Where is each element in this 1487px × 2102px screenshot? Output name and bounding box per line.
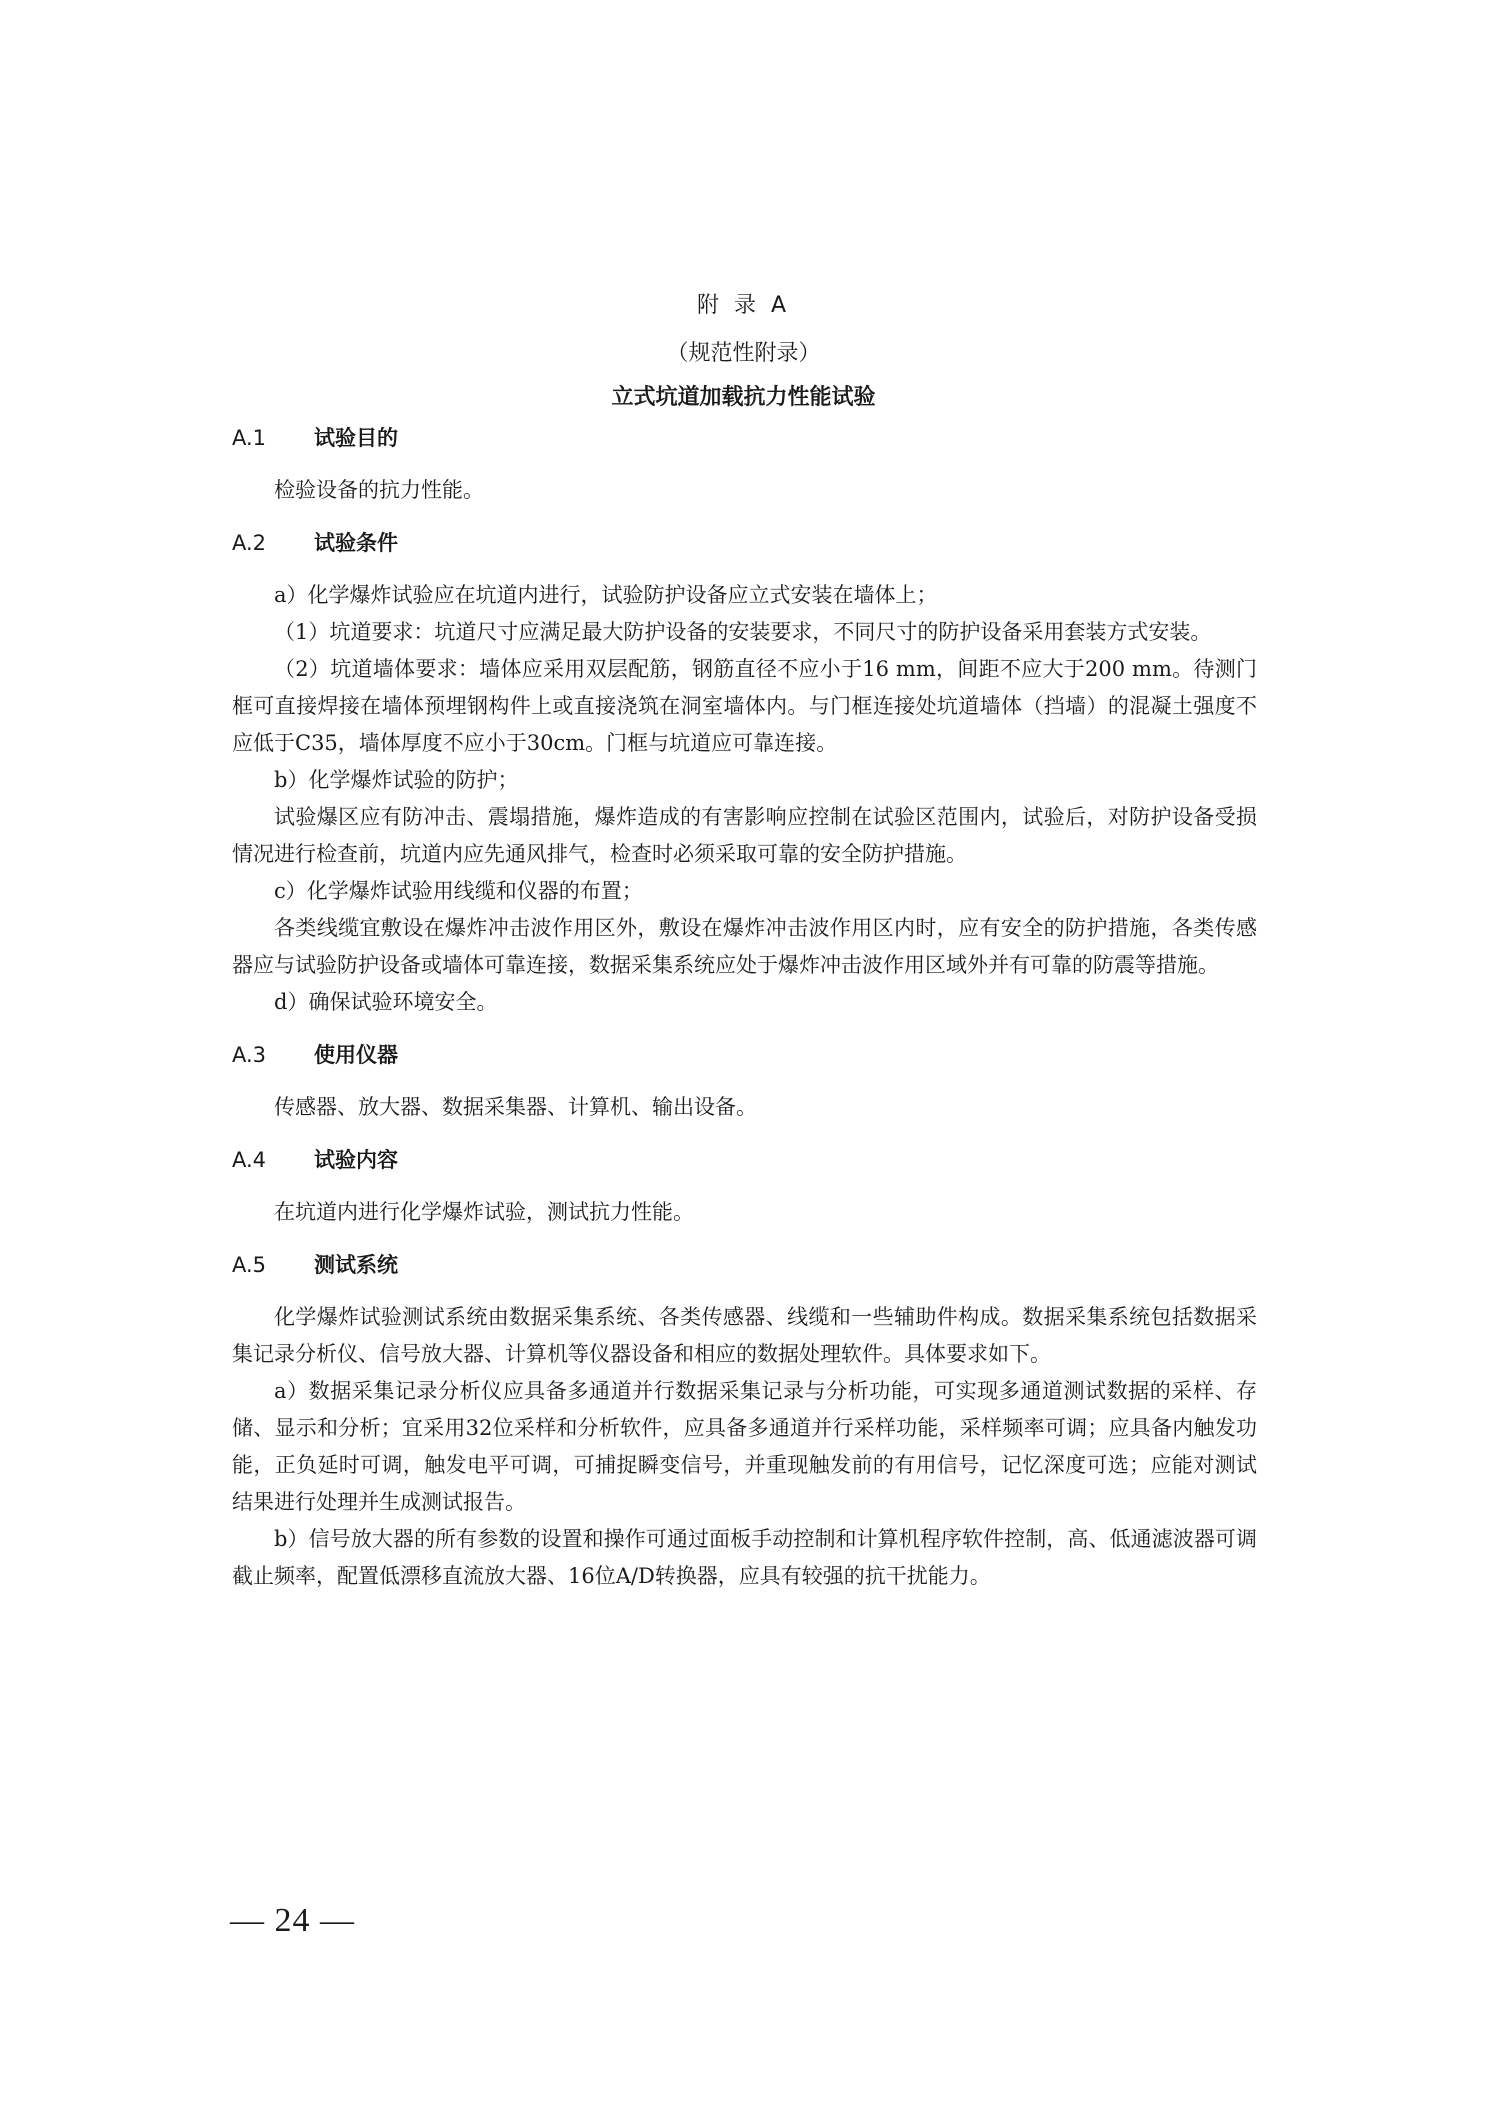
paragraph: 检验设备的抗力性能。 — [274, 478, 484, 502]
paragraph: c）化学爆炸试验用线缆和仪器的布置； — [274, 879, 643, 903]
paragraph: b）化学爆炸试验的防护； — [274, 768, 519, 792]
appendix-main-title: 立式坑道加载抗力性能试验 — [611, 385, 876, 410]
paragraph: 在坑道内进行化学爆炸试验，测试抗力性能。 — [274, 1200, 694, 1224]
appendix-subtitle: （规范性附录） — [666, 341, 821, 366]
page-number: — 24 — — [230, 1902, 355, 1939]
paragraph: 试验爆区应有防冲击、震塌措施，爆炸造成的有害影响应控制在试验区范围内，试验后，对防护设备受损情况进行检查前，坑道内应先通风排气，检查时必须采取可靠的安全防护措施。 — [232, 805, 1257, 866]
section-title: 试验条件 — [314, 531, 398, 555]
paragraph: a）数据采集记录分析仪应具备多通道并行数据采集记录与分析功能，可实现多通道测试数据的采样、存储、显示和分析；宜采用32位采样和分析软件，应具备多通道并行采样功能，采样频率可调；应具备内触发功能，正负延时可调，触发电平可调，可捕捉瞬变信号，并重现触发前的有用信号，记忆深度可选；应能对测试结果进行处理并生成测试报告。 — [232, 1379, 1257, 1514]
section-number: A.3 — [232, 1043, 267, 1067]
paragraph: 各类线缆宜敷设在爆炸冲击波作用区外，敷设在爆炸冲击波作用区内时，应有安全的防护措施，各类传感器应与试验防护设备或墙体可靠连接，数据采集系统应处于爆炸冲击波作用区域外并有可靠的防震等措施。 — [232, 916, 1257, 977]
paragraph: （1）坑道要求：坑道尺寸应满足最大防护设备的安装要求，不同尺寸的防护设备采用套装方式安装。 — [274, 620, 1212, 644]
section-heading-a2 — [232, 523, 1257, 563]
document-body — [232, 418, 1257, 1595]
paragraph: a）化学爆炸试验应在坑道内进行，试验防护设备应立式安装在墙体上； — [274, 583, 938, 607]
paragraph: b）信号放大器的所有参数的设置和操作可通过面板手动控制和计算机程序软件控制，高、低通滤波器可调截止频率，配置低漂移直流放大器、16位A/D转换器，应具有较强的抗干扰能力。 — [232, 1527, 1257, 1588]
section-number: A.4 — [232, 1148, 267, 1172]
section-number: A.5 — [232, 1253, 267, 1277]
appendix-title: 附 录 A — [696, 293, 791, 318]
section-title: 使用仪器 — [314, 1043, 398, 1067]
section-number: A.1 — [232, 426, 267, 450]
paragraph: 传感器、放大器、数据采集器、计算机、输出设备。 — [274, 1095, 757, 1119]
section-heading-a5 — [232, 1245, 1257, 1285]
section-number: A.2 — [232, 531, 267, 555]
section-heading-a4 — [232, 1140, 1257, 1180]
section-title: 试验目的 — [314, 426, 398, 450]
section-title: 试验内容 — [314, 1148, 398, 1172]
paragraph: d）确保试验环境安全。 — [274, 990, 498, 1014]
section-heading-a1 — [232, 418, 1257, 458]
paragraph: 化学爆炸试验测试系统由数据采集系统、各类传感器、线缆和一些辅助件构成。数据采集系统包括数据采集记录分析仪、信号放大器、计算机等仪器设备和相应的数据处理软件。具体要求如下。 — [232, 1305, 1257, 1366]
paragraph: （2）坑道墙体要求：墙体应采用双层配筋，钢筋直径不应小于16 mm，间距不应大于200 mm。待测门框可直接焊接在墙体预埋钢构件上或直接浇筑在洞室墙体内。与门框连接处坑道墙体（挡墙）的混凝土强度不应低于C35，墙体厚度不应小于30cm。门框与坑道应可靠连接。 — [232, 657, 1257, 755]
section-heading-a3 — [232, 1035, 1257, 1075]
section-title: 测试系统 — [314, 1253, 398, 1277]
